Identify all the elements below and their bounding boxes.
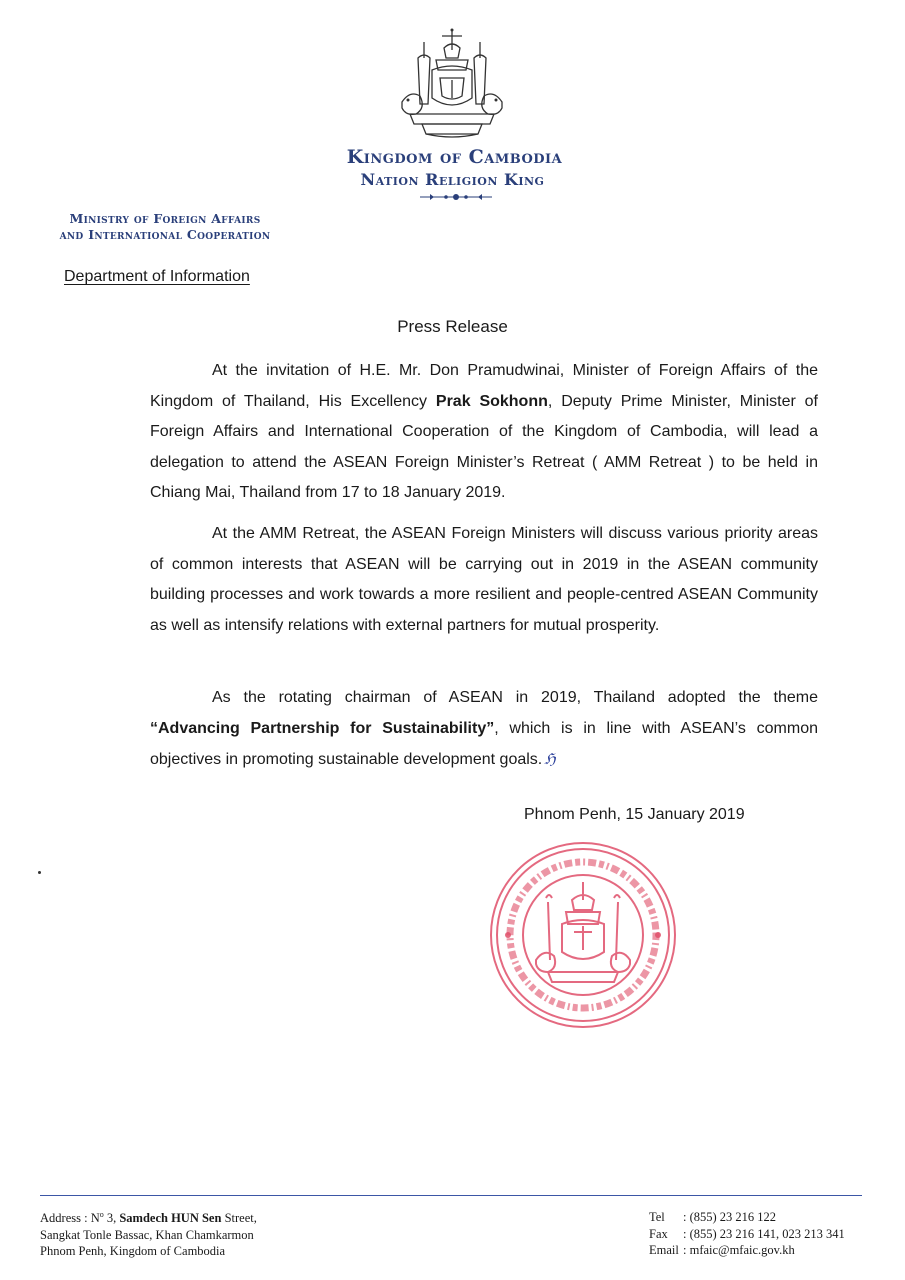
ministry-name-line1: Ministry of Foreign Affairs [69,211,261,226]
address-street-name: Samdech HUN Sen [119,1211,222,1226]
tel-label: Tel [649,1210,665,1224]
paragraph-3-text-b: , which is in line with ASEAN’s common objectives in promoting sustainable development goals. [150,719,819,768]
tel-value: : (855) 23 216 122 [683,1210,777,1224]
email-line [649,1242,845,1259]
place-and-date: Phnom Penh, 15 January 2019 [524,806,745,823]
paragraph-3-text-a: As the rotating chairman of ASEAN in 2019, Thailand adopted the theme [212,689,818,706]
address-line-3: Phnom Penh, Kingdom of Cambodia [40,1244,226,1259]
ministry-seal-stamp-icon [488,840,678,1030]
address-sup: o [99,1210,104,1219]
address-street-suffix: Street, [221,1211,257,1226]
fax-value: : (855) 23 216 141, 023 213 341 [683,1226,845,1241]
document-title: Press Release [397,317,508,336]
address-label: Address : N [40,1211,100,1226]
paragraph-2: At the AMM Retreat, the ASEAN Foreign Ministers will discuss various priority areas of common interests that ASEAN will be carrying out in 2019 in the ASEAN community building processes and work towards a more resilient and people-centred ASEAN Community as well as intensify relations with external partners for mutual prosperity. [150,525,818,634]
address-number: 3, [103,1211,120,1226]
address-line-2: Sangkat Tonle Bassac, Khan Chamkarmon [40,1227,254,1242]
address-line-1 [40,1207,257,1227]
paragraph-1 [150,356,818,509]
paragraph-3 [150,683,818,776]
footer-address [40,1207,257,1260]
footer-contact [649,1209,845,1259]
national-motto: Nation Religion King [360,170,545,189]
fax-label: Fax [649,1226,668,1241]
royal-coat-of-arms-icon [396,28,508,140]
ornament-divider-icon [420,192,492,202]
paragraph-1-text-a: At the invitation of H.E. Mr. Don Pramudwinai, Minister of Foreign Affairs of the Kingdom of Thailand, His Excellency [150,362,818,410]
paragraph-1-text-b: , Deputy Prime Minister, Minister of Foreign Affairs and International Cooperation of the Kingdom of Cambodia, will lead a delegation to attend the ASEAN Foreign Minister’s Retreat ( AMM Retreat ) to be held in Chiang Mai, Thailand from 17 to 18 January 2019. [150,392,819,501]
ministry-name-line2: and International Cooperation [59,227,271,242]
fax-line [649,1226,845,1243]
theme-title: “Advancing Partnership for Sustainability” [150,719,495,737]
department-heading: Department of Information [64,268,250,285]
speck-mark [38,871,41,874]
footer-divider [40,1195,862,1196]
handwritten-initial: ℌ [544,750,556,768]
kingdom-title: Kingdom of Cambodia [346,146,563,168]
minister-name: Prak Sokhonn [435,392,548,410]
email-label: Email [649,1243,679,1257]
email-value: : mfaic@mfaic.gov.kh [683,1243,795,1257]
tel-line [649,1209,845,1226]
